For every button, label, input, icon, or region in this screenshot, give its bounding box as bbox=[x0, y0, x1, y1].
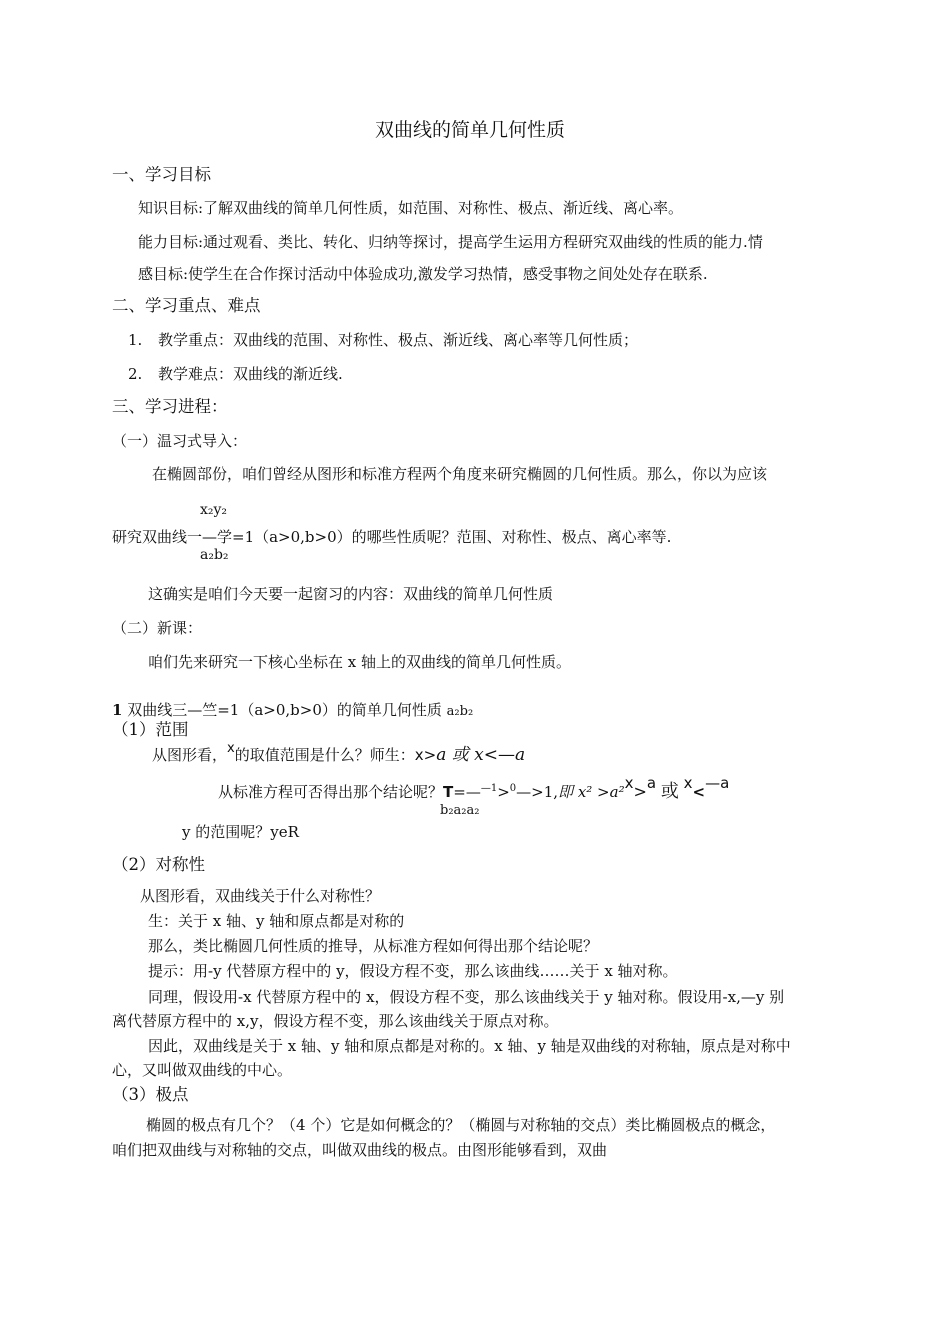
fraction-numerator: x₂y₂ bbox=[200, 502, 228, 518]
paragraph-knowledge-goal: 知识目标:了解双曲线的简单几何性质，如范围、对称性、极点、渐近线、离心率。 bbox=[138, 199, 684, 217]
range-answer-a: a 或 x<—a bbox=[436, 745, 526, 765]
paragraph-symmetry-4: 提示：用-y 代替原方程中的 y，假设方程不变，那么该曲线……关于 x 轴对称。 bbox=[148, 962, 678, 980]
range-standard-sup1: —1 bbox=[480, 783, 498, 794]
subsection-review-intro: （一）温习式导入： bbox=[112, 432, 248, 450]
range-standard-sup0: 0 bbox=[509, 783, 517, 794]
section-heading-process: 三、学习进程： bbox=[112, 397, 228, 416]
paragraph-range-question bbox=[152, 741, 526, 767]
range-standard-x1: x bbox=[624, 774, 634, 792]
paragraph-symmetry-1: 从图形看，双曲线关于什么对称性？ bbox=[140, 887, 381, 905]
range-standard-x2: x bbox=[683, 774, 693, 792]
paragraph-emotion-goal: 感目标:使学生在合作探讨活动中体验成功,激发学习热情，感受事物之间处处存在联系. bbox=[138, 265, 708, 283]
range-standard-gt2: > bbox=[633, 782, 647, 801]
paragraph-today: 这确实是咱们今天要一起窗习的内容：双曲线的简单几何性质 bbox=[148, 585, 554, 603]
fraction-denominator: a₂b₂ bbox=[200, 547, 229, 563]
paragraph-symmetry-6b: 心，又叫做双曲线的中心。 bbox=[112, 1061, 293, 1079]
list-item-difficulty: 教学难点：双曲线的渐近线. bbox=[158, 365, 343, 383]
list-item-number: 2. bbox=[128, 365, 143, 383]
range-question-x: x bbox=[227, 741, 235, 756]
paragraph-symmetry-5a: 同理，假设用-x 代替原方程中的 x，假设方程不变，那么该曲线关于 y 轴对称。假设用-x,—y 别 bbox=[148, 988, 785, 1006]
page-title: 双曲线的简单几何性质 bbox=[375, 119, 566, 141]
range-standard-mid2: —>1, bbox=[516, 783, 559, 801]
range-standard-pre: 从标准方程可否得出那个结论呢？ bbox=[218, 783, 444, 801]
range-standard-a2: —a bbox=[705, 774, 730, 792]
subsection-new-course: （二）新课： bbox=[112, 619, 203, 637]
range-standard-t: T bbox=[443, 783, 454, 801]
section-heading-goals: 一、学习目标 bbox=[112, 165, 211, 184]
paragraph-range-y: y 的范围呢？yeR bbox=[182, 823, 299, 841]
paragraph-symmetry-6a: 因此，双曲线是关于 x 轴、y 轴和原点都是对称的。x 轴、y 轴是双曲线的对称轴，原点是对称中 bbox=[148, 1037, 791, 1055]
range-standard-subscript: b₂a₂a₂ bbox=[440, 803, 480, 818]
range-standard-gt: > bbox=[497, 783, 510, 801]
property-range-title: （1）范围 bbox=[112, 720, 189, 739]
paragraph-symmetry-5b: 离代替原方程中的 x,y，假设方程不变，那么该曲线关于原点对称。 bbox=[112, 1012, 559, 1030]
property-heading-number: 1 bbox=[112, 701, 123, 719]
list-item-number: 1. bbox=[128, 331, 143, 349]
range-question-pre: 从图形看， bbox=[152, 746, 228, 764]
range-standard-lt: < bbox=[692, 783, 706, 801]
property-symmetry-title: （2）对称性 bbox=[112, 855, 205, 874]
property-heading-text: 双曲线三—竺=1（a>0,b>0）的简单几何性质 bbox=[127, 701, 442, 719]
property-heading bbox=[112, 700, 473, 722]
paragraph-symmetry-2: 生：关于 x 轴、y 轴和原点都是对称的 bbox=[148, 912, 405, 930]
paragraph-symmetry-3: 那么，类比椭圆几何性质的推导，从标准方程如何得出那个结论呢？ bbox=[148, 937, 599, 955]
paragraph-ability-goal: 能力目标:通过观看、类比、转化、归纳等探讨，提高学生运用方程研究双曲线的性质的能力.情 bbox=[138, 233, 763, 251]
paragraph-vertex-1a: 椭圆的极点有几个？（4 个）它是如何概念的？（椭圆与对称轴的交点）类比椭圆极点的概念， bbox=[146, 1116, 776, 1134]
range-standard-eq: =— bbox=[453, 783, 481, 801]
range-standard-a1: a bbox=[646, 774, 657, 792]
paragraph-intro: 在椭圆部份，咱们曾经从图形和标准方程两个角度来研究椭圆的几何性质。那么，你以为应该 bbox=[152, 465, 768, 483]
property-vertex-title: （3）极点 bbox=[112, 1085, 189, 1104]
list-item-keypoint: 教学重点：双曲线的范围、对称性、极点、渐近线、离心率等几何性质； bbox=[158, 331, 639, 349]
section-heading-keypoints: 二、学习重点、难点 bbox=[112, 296, 261, 315]
range-question-mid: 的取值范围是什么？师生： bbox=[234, 746, 415, 764]
property-heading-subscript: a₂b₂ bbox=[446, 704, 474, 719]
paragraph-new-course: 咱们先来研究一下核心坐标在 x 轴上的双曲线的简单几何性质。 bbox=[148, 653, 571, 671]
paragraph-range-standard bbox=[218, 774, 730, 802]
range-answer-x: x> bbox=[414, 746, 437, 764]
paragraph-vertex-1b: 咱们把双曲线与对称轴的交点，叫做双曲线的极点。由图形能够看到，双曲 bbox=[112, 1141, 608, 1159]
range-standard-or: 或 bbox=[660, 781, 679, 802]
paragraph-equation: 研究双曲线一—学=1（a>0,b>0）的哪些性质呢？范围、对称性、极点、离心率等. bbox=[112, 528, 672, 546]
range-standard-ji: 即 x² >a² bbox=[558, 783, 625, 801]
